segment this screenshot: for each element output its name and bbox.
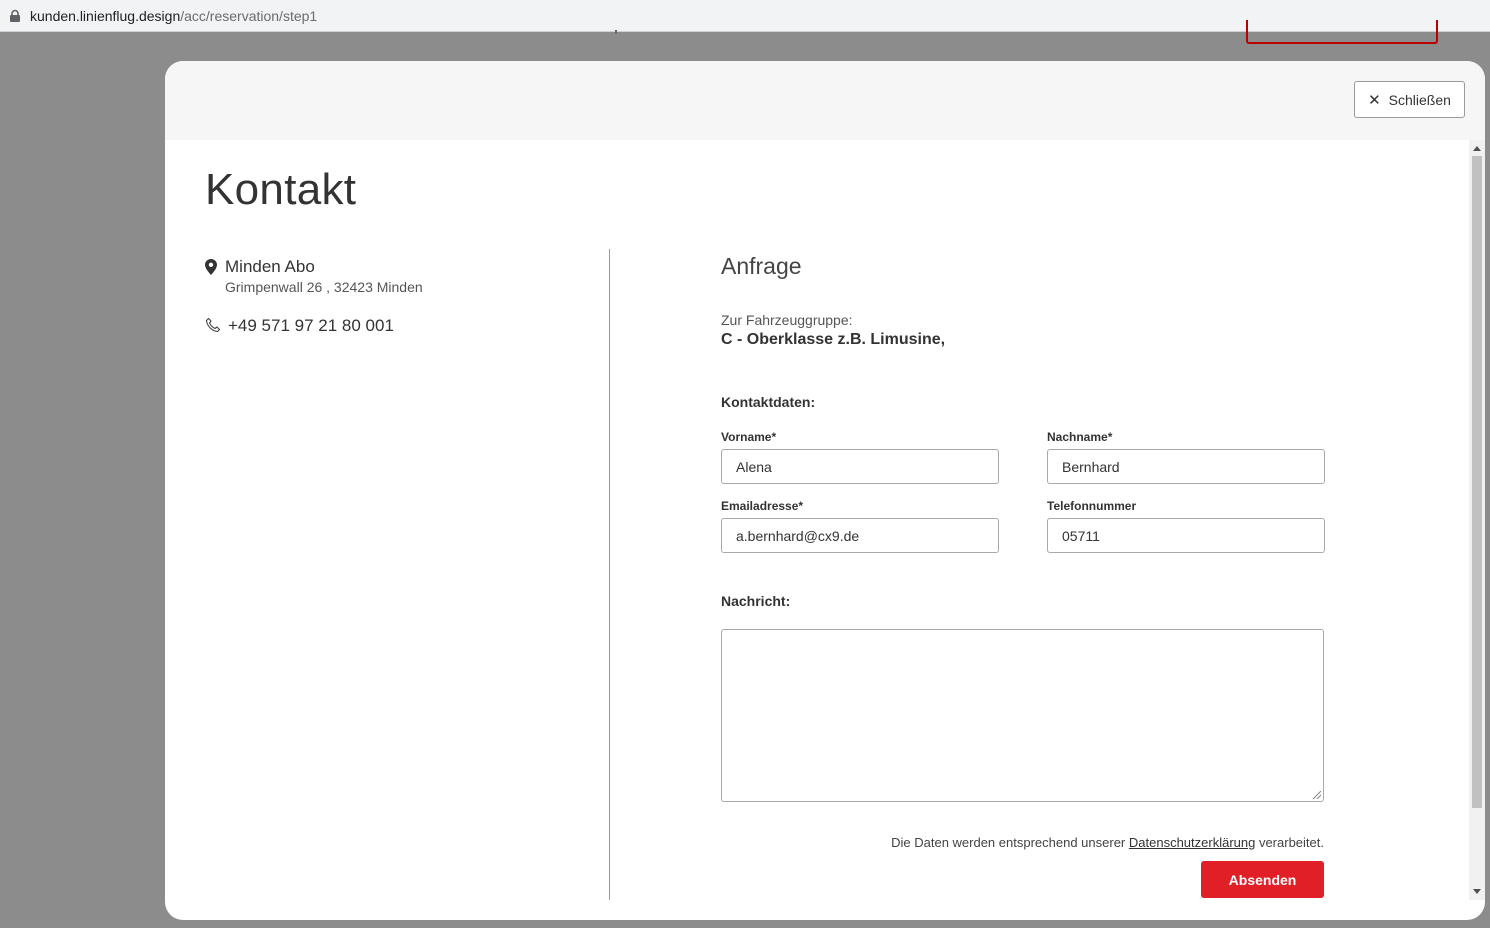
privacy-notice bbox=[721, 835, 1324, 850]
vehicle-group-value: C - Oberklasse z.B. Limusine, bbox=[721, 331, 946, 348]
scroll-up-icon[interactable] bbox=[1473, 146, 1481, 151]
phone-number[interactable]: +49 571 97 21 80 001 bbox=[228, 316, 394, 335]
scrollbar-thumb[interactable] bbox=[1472, 156, 1482, 808]
lock-icon bbox=[8, 9, 22, 23]
privacy-link[interactable]: Datenschutzerklärung bbox=[1128, 835, 1256, 850]
first-name-label: Vorname* bbox=[721, 430, 777, 444]
submit-button[interactable]: Absenden bbox=[1201, 861, 1324, 898]
message-textarea[interactable] bbox=[721, 629, 1324, 802]
background-button-edge bbox=[1246, 20, 1438, 44]
privacy-suffix: verarbeitet. bbox=[1255, 835, 1324, 850]
form-heading: Anfrage bbox=[721, 253, 802, 279]
email-label: Emailadresse* bbox=[721, 499, 804, 513]
message-label: Nachricht: bbox=[721, 593, 791, 609]
column-divider bbox=[609, 249, 610, 900]
phone-icon bbox=[205, 317, 221, 333]
phone-label: Telefonnummer bbox=[1047, 499, 1137, 513]
resize-handle-icon[interactable] bbox=[1313, 791, 1321, 799]
privacy-prefix: Die Daten werden entsprechend unserer bbox=[891, 835, 1129, 850]
close-label: Schließen bbox=[1388, 91, 1451, 108]
scroll-down-icon[interactable] bbox=[1473, 889, 1481, 894]
email-field[interactable]: a.bernhard@cx9.de bbox=[721, 518, 999, 553]
location-name: Minden Abo bbox=[225, 257, 315, 276]
close-button[interactable] bbox=[1354, 81, 1465, 118]
first-name-field[interactable]: Alena bbox=[721, 449, 999, 484]
phone-field[interactable]: 05711 bbox=[1047, 518, 1325, 553]
contact-section-label: Kontaktdaten: bbox=[721, 394, 816, 410]
url-host: kunden.linienflug.design bbox=[30, 7, 181, 24]
url-path: /acc/reservation/step1 bbox=[180, 7, 318, 24]
vehicle-group-label: Zur Fahrzeuggruppe: bbox=[721, 312, 853, 328]
last-name-field[interactable]: Bernhard bbox=[1047, 449, 1325, 484]
page-title: Kontakt bbox=[205, 165, 357, 214]
background-mark bbox=[615, 30, 617, 34]
modal-header bbox=[165, 61, 1485, 140]
contact-modal bbox=[165, 61, 1485, 920]
location-address: Grimpenwall 26 , 32423 Minden bbox=[225, 279, 423, 295]
scrollbar[interactable] bbox=[1469, 140, 1485, 900]
map-pin-icon bbox=[205, 259, 217, 275]
close-icon: ✕ bbox=[1368, 91, 1381, 109]
last-name-label: Nachname* bbox=[1047, 430, 1113, 444]
